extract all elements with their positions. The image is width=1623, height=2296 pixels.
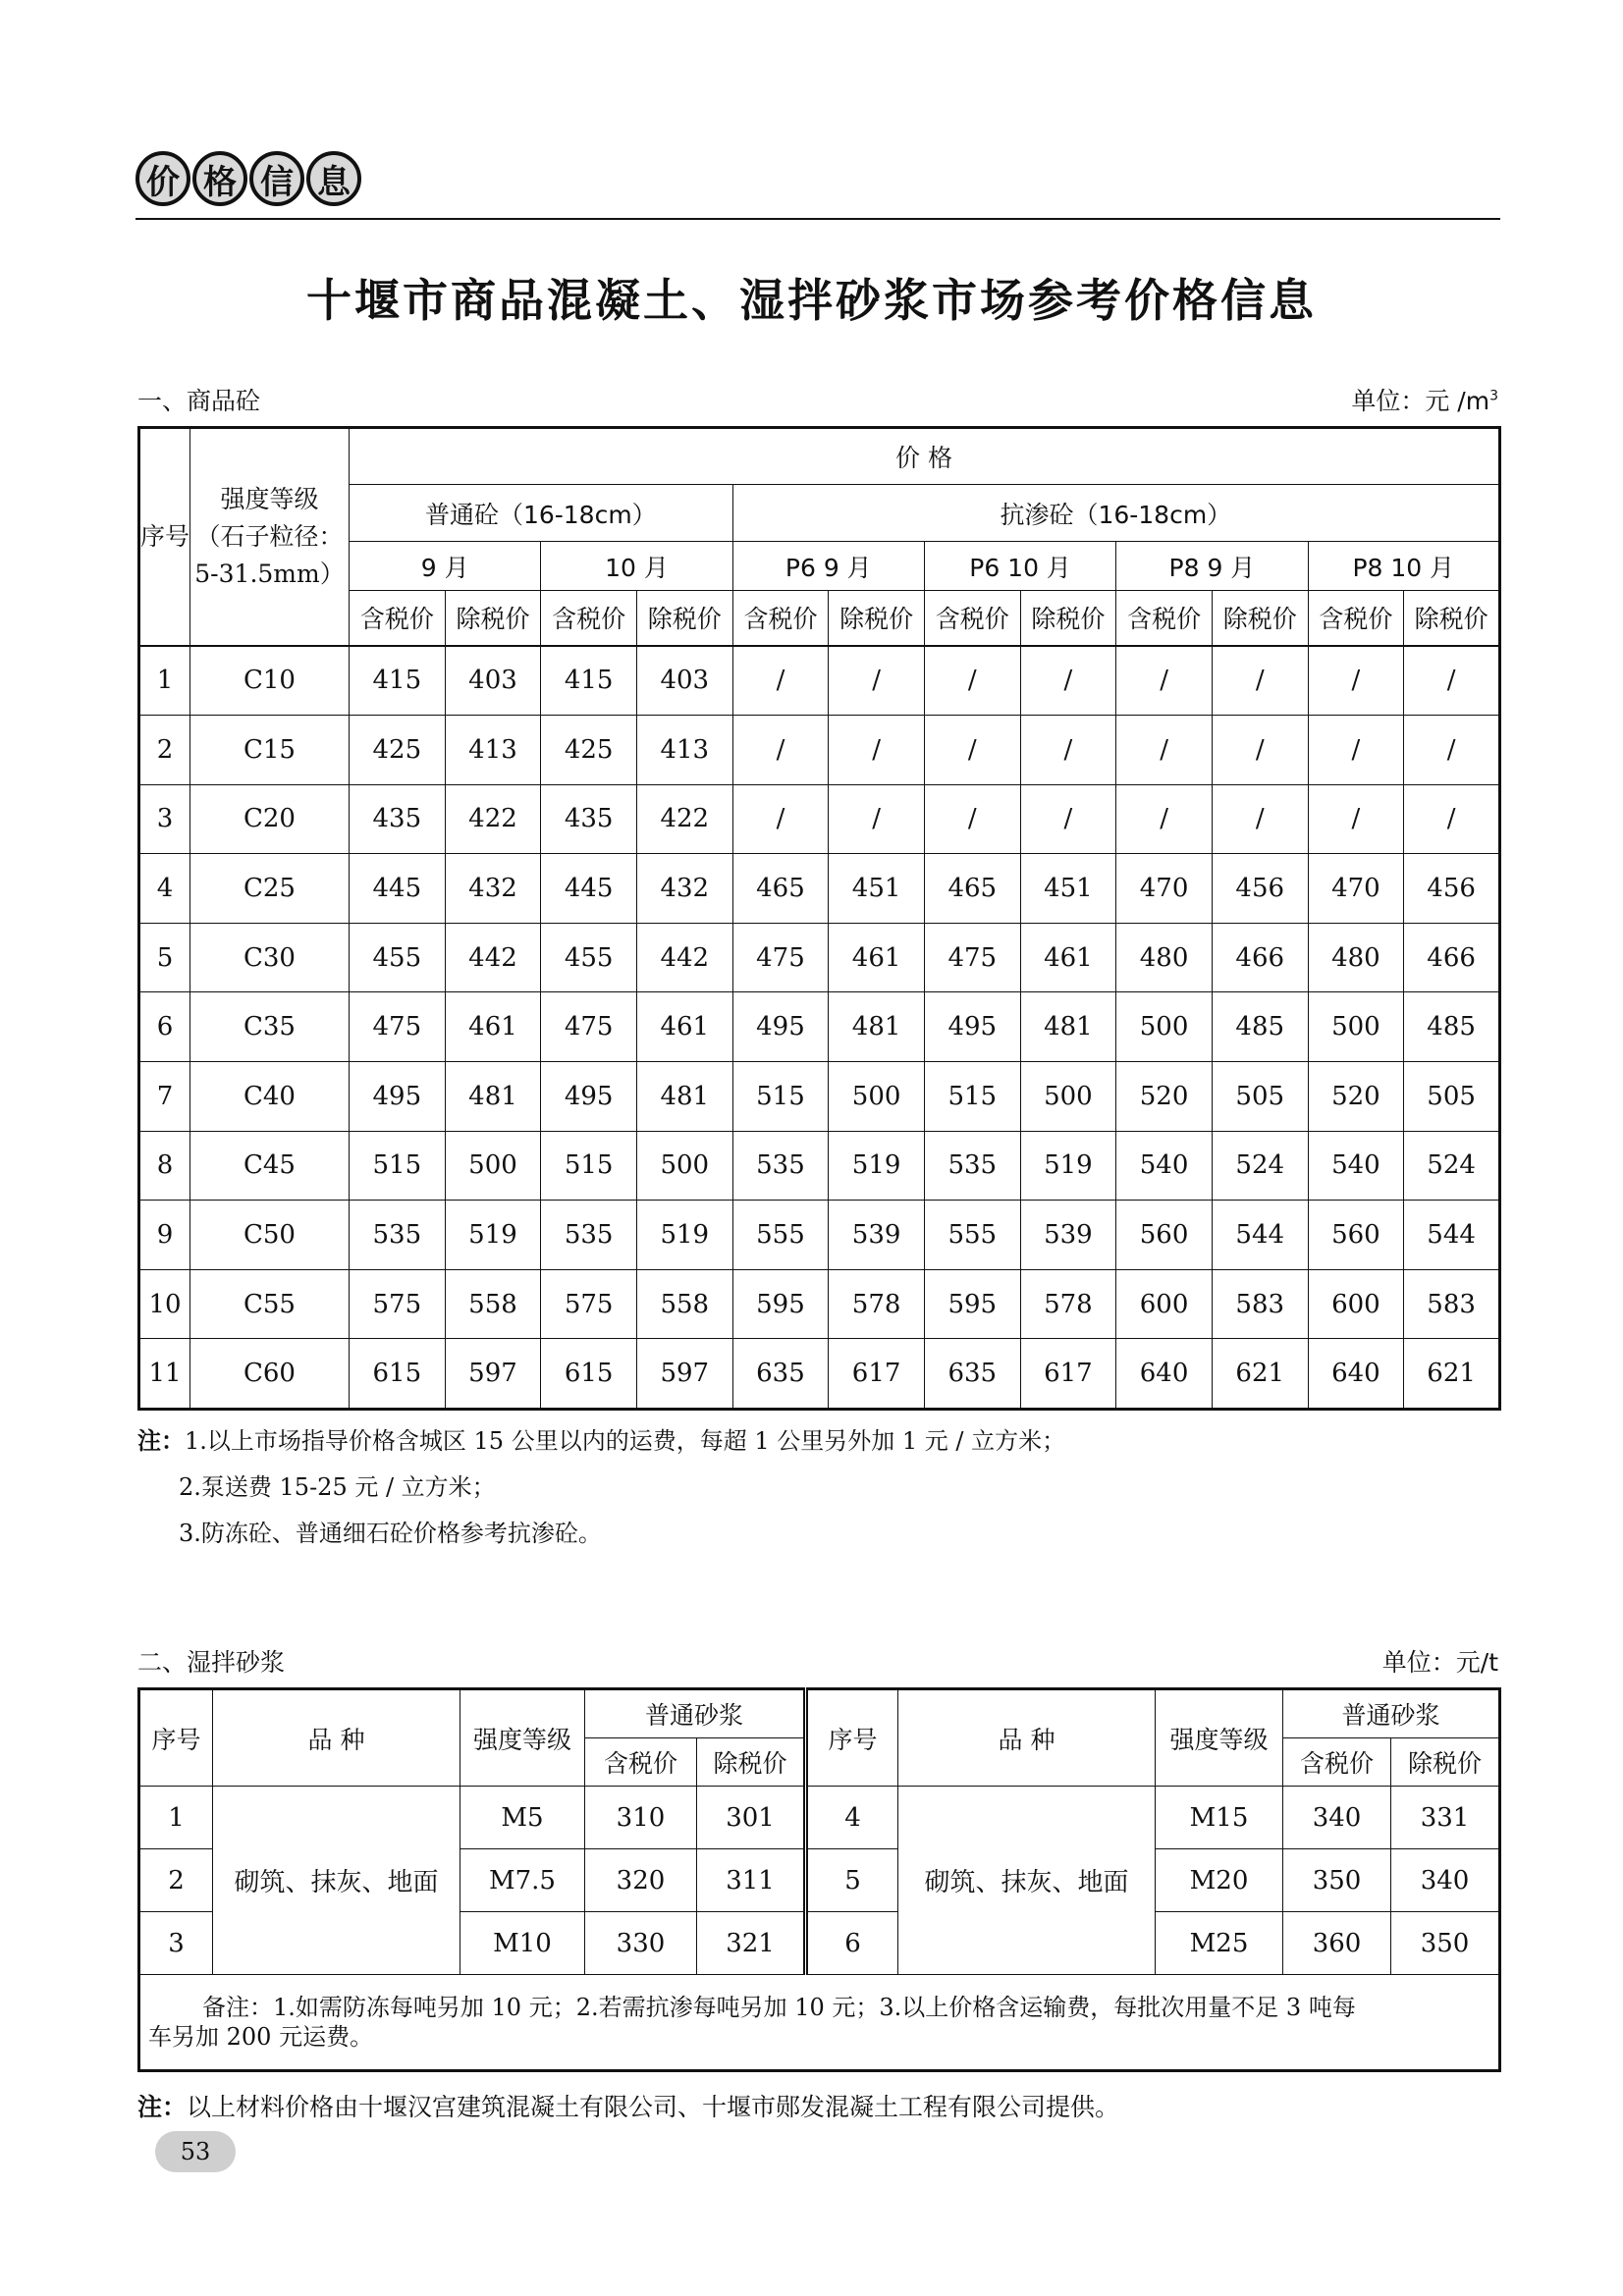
concrete-notes xyxy=(137,1418,1065,1557)
price-cell: / xyxy=(924,716,1020,785)
tax-excl-header: 除税价 xyxy=(1212,591,1308,646)
price-cell: / xyxy=(1212,646,1308,716)
price-cell: 505 xyxy=(1404,1062,1500,1132)
strength-grade: M7.5 xyxy=(460,1849,585,1912)
row-number: 2 xyxy=(139,1849,213,1912)
price-cell: 435 xyxy=(541,784,637,854)
price-cell: / xyxy=(1116,646,1213,716)
price-cell: / xyxy=(732,784,829,854)
strength-grade: C20 xyxy=(190,784,350,854)
price-cell: / xyxy=(924,784,1020,854)
note-item: 2.泵送费 15-25 元 / 立方米； xyxy=(179,1473,496,1501)
price-cell: 432 xyxy=(445,854,541,924)
price-cell: 621 xyxy=(1404,1339,1500,1410)
price-cell: / xyxy=(1020,716,1116,785)
remark-line: 车另加 200 元运费。 xyxy=(148,2023,374,2051)
table-row xyxy=(139,1201,1500,1270)
table-row xyxy=(139,1062,1500,1132)
price-cell: 495 xyxy=(732,992,829,1062)
price-cell: 442 xyxy=(636,923,732,992)
price-cell: 519 xyxy=(636,1201,732,1270)
price-cell: 451 xyxy=(829,854,925,924)
source-footnote xyxy=(137,2088,1119,2123)
badge-char: 格 xyxy=(192,151,247,206)
month-header: P8 9 月 xyxy=(1116,542,1308,591)
table-row xyxy=(139,1339,1500,1410)
strength-grade: M20 xyxy=(1156,1849,1283,1912)
price-cell: 524 xyxy=(1212,1131,1308,1201)
price-cell: / xyxy=(1116,784,1213,854)
price-cell: 558 xyxy=(636,1269,732,1339)
row-number: 2 xyxy=(139,716,190,785)
row-number: 6 xyxy=(806,1912,898,1975)
month-header: P8 10 月 xyxy=(1308,542,1499,591)
price-cell: / xyxy=(1404,784,1500,854)
price-cell: 515 xyxy=(541,1131,637,1201)
price-cell: 455 xyxy=(350,923,446,992)
note-lead: 注： xyxy=(137,1427,185,1455)
footnote-lead: 注： xyxy=(137,2093,188,2121)
tax-excl-header: 除税价 xyxy=(636,591,732,646)
tax-incl-header: 含税价 xyxy=(732,591,829,646)
strength-grade: M25 xyxy=(1156,1912,1283,1975)
price-cell: / xyxy=(829,646,925,716)
strength-grade: C50 xyxy=(190,1201,350,1270)
table-row xyxy=(139,784,1500,854)
header-divider xyxy=(135,218,1500,220)
row-number: 6 xyxy=(139,992,190,1062)
grade-header-line: 5-31.5mm） xyxy=(194,559,345,588)
price-cell: 480 xyxy=(1116,923,1213,992)
price-cell: / xyxy=(732,716,829,785)
month-header: 9 月 xyxy=(350,542,541,591)
price-cell: 583 xyxy=(1404,1269,1500,1339)
price-cell: 495 xyxy=(350,1062,446,1132)
price-cell: 500 xyxy=(445,1131,541,1201)
badge-char: 息 xyxy=(306,151,361,206)
price-cell: 615 xyxy=(541,1339,637,1410)
row-number: 4 xyxy=(139,854,190,924)
tax-incl-header: 含税价 xyxy=(1116,591,1213,646)
price-cell: 485 xyxy=(1212,992,1308,1062)
mortar-unit: 单位：元/t xyxy=(1381,1648,1498,1677)
price-cell: 481 xyxy=(445,1062,541,1132)
price-cell: 456 xyxy=(1404,854,1500,924)
price-cell: 456 xyxy=(1212,854,1308,924)
strength-grade: M10 xyxy=(460,1912,585,1975)
strength-grade: C60 xyxy=(190,1339,350,1410)
price-cell: 515 xyxy=(924,1062,1020,1132)
price-cell: 575 xyxy=(541,1269,637,1339)
table-row xyxy=(139,1131,1500,1201)
month-header: 10 月 xyxy=(541,542,732,591)
page-title: 十堰市商品混凝土、湿拌砂浆市场参考价格信息 xyxy=(306,274,1317,327)
price-cell: 617 xyxy=(1020,1339,1116,1410)
price-cell: 466 xyxy=(1404,923,1500,992)
price-cell: 500 xyxy=(1020,1062,1116,1132)
mortar-grade-header: 强度等级 xyxy=(1156,1689,1283,1787)
price-cell: 461 xyxy=(636,992,732,1062)
concrete-price-table xyxy=(137,426,1501,1411)
concrete-section-label: 一、商品砼 xyxy=(137,387,261,415)
price-cell: 597 xyxy=(636,1339,732,1410)
strength-grade: C25 xyxy=(190,854,350,924)
strength-grade: M5 xyxy=(460,1787,585,1849)
price-cell: 340 xyxy=(1391,1849,1500,1912)
price-cell: / xyxy=(829,784,925,854)
impermeable-concrete-header: 抗渗砼（16-18cm） xyxy=(732,485,1499,542)
price-cell: 481 xyxy=(636,1062,732,1132)
month-header: P6 10 月 xyxy=(924,542,1115,591)
strength-grade: C30 xyxy=(190,923,350,992)
price-cell: 301 xyxy=(697,1787,806,1849)
price-cell: 539 xyxy=(1020,1201,1116,1270)
price-cell: 340 xyxy=(1283,1787,1391,1849)
price-cell: 519 xyxy=(1020,1131,1116,1201)
price-cell: 425 xyxy=(541,716,637,785)
price-cell: 578 xyxy=(829,1269,925,1339)
price-cell: 560 xyxy=(1308,1201,1404,1270)
grade-header-line: 强度等级 xyxy=(220,484,319,513)
price-cell: 595 xyxy=(732,1269,829,1339)
price-cell: 445 xyxy=(350,854,446,924)
note-item: 3.防冻砼、普通细石砼价格参考抗渗砼。 xyxy=(179,1520,602,1547)
mortar-variety: 砌筑、抹灰、地面 xyxy=(898,1787,1156,1975)
price-cell: / xyxy=(1308,646,1404,716)
price-cell: 615 xyxy=(350,1339,446,1410)
price-cell: 481 xyxy=(829,992,925,1062)
price-cell: 635 xyxy=(924,1339,1020,1410)
row-number: 8 xyxy=(139,1131,190,1201)
price-cell: 413 xyxy=(636,716,732,785)
mortar-normal-header: 普通砂浆 xyxy=(1283,1689,1500,1738)
price-cell: 600 xyxy=(1116,1269,1213,1339)
tax-excl-header: 除税价 xyxy=(1020,591,1116,646)
price-cell: 597 xyxy=(445,1339,541,1410)
row-number: 11 xyxy=(139,1339,190,1410)
price-cell: 495 xyxy=(541,1062,637,1132)
price-cell: 519 xyxy=(829,1131,925,1201)
price-cell: 432 xyxy=(636,854,732,924)
price-cell: 555 xyxy=(732,1201,829,1270)
tax-excl-header: 除税价 xyxy=(829,591,925,646)
price-cell: 540 xyxy=(1116,1131,1213,1201)
price-cell: 617 xyxy=(829,1339,925,1410)
price-cell: 515 xyxy=(732,1062,829,1132)
price-cell: 330 xyxy=(585,1912,697,1975)
note-item xyxy=(137,1418,1065,1465)
strength-grade: C15 xyxy=(190,716,350,785)
price-cell: 558 xyxy=(445,1269,541,1339)
price-cell: / xyxy=(1308,784,1404,854)
price-cell: / xyxy=(1212,716,1308,785)
price-cell: 500 xyxy=(1308,992,1404,1062)
price-cell: 475 xyxy=(924,923,1020,992)
price-cell: 350 xyxy=(1283,1849,1391,1912)
price-cell: 500 xyxy=(1116,992,1213,1062)
tax-incl-header: 含税价 xyxy=(585,1738,697,1787)
row-number: 3 xyxy=(139,784,190,854)
row-number: 9 xyxy=(139,1201,190,1270)
price-cell: 320 xyxy=(585,1849,697,1912)
price-cell: 311 xyxy=(697,1849,806,1912)
price-cell: 425 xyxy=(350,716,446,785)
price-cell: / xyxy=(1404,716,1500,785)
price-cell: 575 xyxy=(350,1269,446,1339)
price-cell: 465 xyxy=(924,854,1020,924)
price-cell: / xyxy=(1212,784,1308,854)
price-cell: 403 xyxy=(636,646,732,716)
strength-grade: M15 xyxy=(1156,1787,1283,1849)
price-cell: 461 xyxy=(1020,923,1116,992)
price-cell: 635 xyxy=(732,1339,829,1410)
section-badges xyxy=(135,151,361,206)
price-cell: 640 xyxy=(1116,1339,1213,1410)
price-cell: 544 xyxy=(1212,1201,1308,1270)
price-cell: 485 xyxy=(1404,992,1500,1062)
table-row xyxy=(139,646,1500,716)
tax-excl-header: 除税价 xyxy=(1404,591,1500,646)
price-cell: 535 xyxy=(541,1201,637,1270)
price-cell: 415 xyxy=(350,646,446,716)
tax-incl-header: 含税价 xyxy=(924,591,1020,646)
price-cell: 461 xyxy=(445,992,541,1062)
normal-concrete-header: 普通砼（16-18cm） xyxy=(350,485,733,542)
row-number: 4 xyxy=(806,1787,898,1849)
strength-grade: C40 xyxy=(190,1062,350,1132)
table-row xyxy=(139,1787,1500,1849)
price-cell: 500 xyxy=(829,1062,925,1132)
price-cell: 465 xyxy=(732,854,829,924)
row-number: 3 xyxy=(139,1912,213,1975)
tax-incl-header: 含税价 xyxy=(1283,1738,1391,1787)
price-cell: 461 xyxy=(829,923,925,992)
mortar-grade-header: 强度等级 xyxy=(460,1689,585,1787)
tax-excl-header: 除税价 xyxy=(697,1738,806,1787)
price-cell: 442 xyxy=(445,923,541,992)
price-cell: 600 xyxy=(1308,1269,1404,1339)
price-cell: 455 xyxy=(541,923,637,992)
price-cell: 524 xyxy=(1404,1131,1500,1201)
price-cell: 403 xyxy=(445,646,541,716)
mortar-remark xyxy=(139,1975,1500,2071)
price-cell: / xyxy=(1116,716,1213,785)
price-cell: 515 xyxy=(350,1131,446,1201)
page-header xyxy=(135,147,1500,222)
price-cell: 535 xyxy=(732,1131,829,1201)
footnote-text: 以上材料价格由十堰汉宫建筑混凝土有限公司、十堰市郧发混凝土工程有限公司提供。 xyxy=(187,2093,1120,2121)
tax-excl-header: 除税价 xyxy=(1391,1738,1500,1787)
row-number: 5 xyxy=(139,923,190,992)
tax-incl-header: 含税价 xyxy=(350,591,446,646)
price-cell: 480 xyxy=(1308,923,1404,992)
strength-grade: C35 xyxy=(190,992,350,1062)
tax-incl-header: 含税价 xyxy=(1308,591,1404,646)
price-cell: / xyxy=(924,646,1020,716)
price-cell: 540 xyxy=(1308,1131,1404,1201)
price-cell: 535 xyxy=(350,1201,446,1270)
price-cell: 321 xyxy=(697,1912,806,1975)
price-cell: 500 xyxy=(636,1131,732,1201)
price-cell: 555 xyxy=(924,1201,1020,1270)
table-row xyxy=(139,854,1500,924)
price-cell: 422 xyxy=(636,784,732,854)
price-cell: 475 xyxy=(350,992,446,1062)
row-number: 1 xyxy=(139,1787,213,1849)
price-cell: 520 xyxy=(1308,1062,1404,1132)
strength-grade: C55 xyxy=(190,1269,350,1339)
mortar-variety: 砌筑、抹灰、地面 xyxy=(213,1787,460,1975)
price-cell: / xyxy=(1020,646,1116,716)
mortar-variety-header: 品 种 xyxy=(213,1689,460,1787)
price-cell: 466 xyxy=(1212,923,1308,992)
price-header: 价 格 xyxy=(350,428,1500,485)
price-cell: 331 xyxy=(1391,1787,1500,1849)
price-cell: 475 xyxy=(732,923,829,992)
price-cell: 470 xyxy=(1116,854,1213,924)
tax-excl-header: 除税价 xyxy=(445,591,541,646)
price-cell: 310 xyxy=(585,1787,697,1849)
strength-grade: C10 xyxy=(190,646,350,716)
table-row xyxy=(139,923,1500,992)
concrete-unit: 单位：元 $/m^3$ xyxy=(1351,387,1498,415)
mortar-variety-header: 品 种 xyxy=(898,1689,1156,1787)
tax-incl-header: 含税价 xyxy=(541,591,637,646)
row-number: 10 xyxy=(139,1269,190,1339)
grade-header-line: （石子粒径： xyxy=(195,521,344,551)
price-cell: 595 xyxy=(924,1269,1020,1339)
table-row xyxy=(139,992,1500,1062)
note-text: 1.以上市场指导价格含城区 15 公里以内的运费，每超 1 公里另外加 1 元 / 立方米； xyxy=(185,1427,1066,1455)
price-cell: 519 xyxy=(445,1201,541,1270)
price-cell: / xyxy=(829,716,925,785)
price-cell: 539 xyxy=(829,1201,925,1270)
price-cell: 413 xyxy=(445,716,541,785)
price-cell: 475 xyxy=(541,992,637,1062)
price-cell: 481 xyxy=(1020,992,1116,1062)
table-row xyxy=(139,1269,1500,1339)
price-cell: 621 xyxy=(1212,1339,1308,1410)
price-cell: / xyxy=(1020,784,1116,854)
remark-line: 备注：1.如需防冻每吨另加 10 元；2.若需抗渗每吨另加 10 元；3.以上价格含运输费，每批次用量不足 3 吨每 xyxy=(202,1994,1356,2021)
mortar-seq-header: 序号 xyxy=(806,1689,898,1787)
page-number: 53 xyxy=(155,2131,236,2172)
price-cell: 505 xyxy=(1212,1062,1308,1132)
row-number: 7 xyxy=(139,1062,190,1132)
mortar-normal-header: 普通砂浆 xyxy=(585,1689,806,1738)
price-cell: 520 xyxy=(1116,1062,1213,1132)
strength-grade: C45 xyxy=(190,1131,350,1201)
badge-char: 价 xyxy=(135,151,190,206)
price-cell: 583 xyxy=(1212,1269,1308,1339)
price-cell: 470 xyxy=(1308,854,1404,924)
price-cell: 451 xyxy=(1020,854,1116,924)
price-cell: 495 xyxy=(924,992,1020,1062)
table-row xyxy=(139,716,1500,785)
badge-char: 信 xyxy=(249,151,304,206)
mortar-section-label: 二、湿拌砂浆 xyxy=(137,1648,286,1677)
price-cell: 560 xyxy=(1116,1201,1213,1270)
price-cell: / xyxy=(1308,716,1404,785)
price-cell: 640 xyxy=(1308,1339,1404,1410)
price-cell: 578 xyxy=(1020,1269,1116,1339)
price-cell: 360 xyxy=(1283,1912,1391,1975)
price-cell: 415 xyxy=(541,646,637,716)
price-cell: 422 xyxy=(445,784,541,854)
mortar-price-table xyxy=(137,1687,1501,2072)
grade-header xyxy=(190,428,350,646)
month-header: P6 9 月 xyxy=(732,542,924,591)
price-cell: 445 xyxy=(541,854,637,924)
price-cell: / xyxy=(1404,646,1500,716)
mortar-seq-header: 序号 xyxy=(139,1689,213,1787)
price-cell: 535 xyxy=(924,1131,1020,1201)
price-cell: / xyxy=(732,646,829,716)
price-cell: 544 xyxy=(1404,1201,1500,1270)
seq-header: 序号 xyxy=(139,428,190,646)
price-cell: 350 xyxy=(1391,1912,1500,1975)
price-cell: 435 xyxy=(350,784,446,854)
row-number: 1 xyxy=(139,646,190,716)
row-number: 5 xyxy=(806,1849,898,1912)
